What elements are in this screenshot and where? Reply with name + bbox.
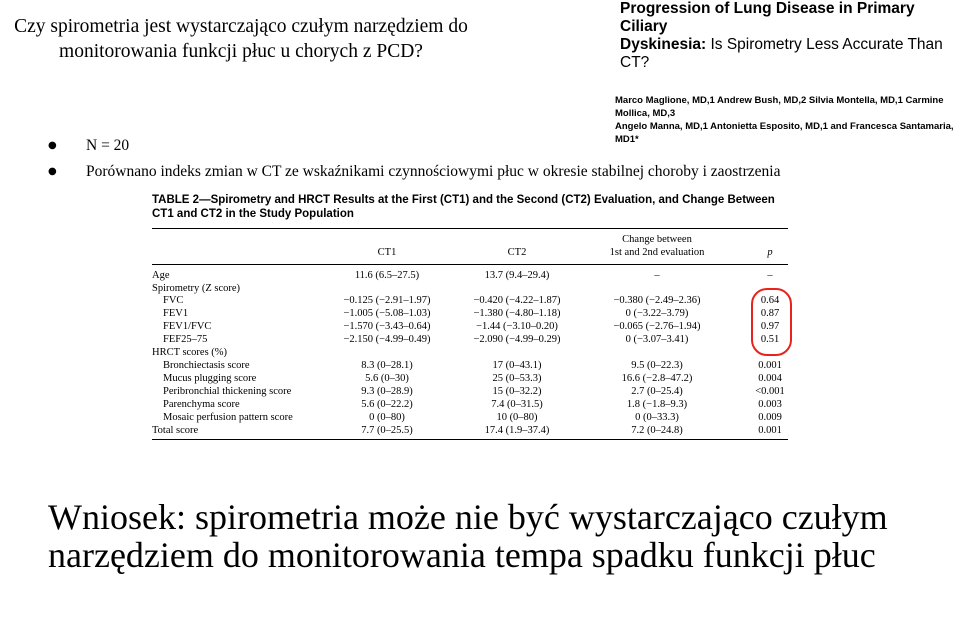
row-label: Mucus plugging score [163,373,257,384]
paper-title-bold: Dyskinesia: [620,36,707,53]
cell-change: 0 (−3.07–3.41) [625,334,689,345]
cell-ct1: −1.005 (−5.08–1.03) [343,308,431,319]
cell-ct1: −0.125 (−2.91–1.97) [343,295,431,306]
header-ct1: CT1 [377,247,397,258]
cell-ct1: 0 (0–80) [369,412,405,423]
paper-title-line1: Progression of Lung Disease in Primary Ciliary [620,0,915,35]
cell-ct1: 9.3 (0–28.9) [361,386,413,397]
cell-ct2: 13.7 (9.4–29.4) [484,270,550,281]
cell-ct1: 11.6 (6.5–27.5) [354,270,420,281]
row-label: Total score [152,425,199,436]
cell-change: 1.8 (−1.8–9.3) [626,399,688,410]
cell-ct1: 8.3 (0–28.1) [361,360,413,371]
cell-p: – [767,270,773,281]
cell-ct1: 7.7 (0–25.5) [361,425,413,436]
bullet-item [48,162,948,188]
table-row [152,359,788,372]
cell-ct2: −0.420 (−4.22–1.87) [473,295,561,306]
row-label: Parenchyma score [163,399,240,410]
table-row [152,307,788,320]
cell-ct1: 5.6 (0–30) [365,373,409,384]
cell-p: 0.009 [758,412,782,423]
table-bottom-rule [152,439,788,440]
cell-change: 7.2 (0–24.8) [631,425,683,436]
table-row [152,411,788,424]
cell-ct1: −1.570 (−3.43–0.64) [343,321,431,332]
header-change [597,233,717,259]
cell-ct2: 7.4 (0–31.5) [491,399,543,410]
row-label: HRCT scores (%) [152,347,228,358]
paper-title-rest: Is Spirometry Less Accurate Than CT? [620,36,943,71]
cell-p: <0.001 [755,386,785,397]
table-caption: TABLE 2—Spirometry and HRCT Results at the First (CT1) and the Second (CT2) Evaluation, and Change Between CT1 and CT2 in the Study Population [152,194,775,220]
header-p: p [767,247,773,258]
authors-line1: Marco Maglione, MD,1 Andrew Bush, MD,2 Silvia Montella, MD,1 Carmine Mollica, MD,3 [615,95,944,119]
table-row [152,398,788,411]
cell-change: −0.380 (−2.49–2.36) [613,295,701,306]
cell-ct1: −2.150 (−4.99–0.49) [343,334,431,345]
conclusion-text: Wniosek: spirometria może nie być wystarczająco czułym narzędziem do monitorowania tempa spadku funkcji płuc [48,497,888,575]
header-ct2: CT2 [507,247,527,258]
row-label: FEV1/FVC [163,321,212,332]
table-header-rule [152,264,788,265]
table-row [152,346,788,359]
row-label: FEF25–75 [163,334,208,345]
table-row [152,424,788,437]
authors-line2: Angelo Manna, MD,1 Antonietta Esposito, MD,1 and Francesca Santamaria, MD1* [615,121,954,145]
cell-ct2: 25 (0–53.3) [492,373,542,384]
row-label: Age [152,270,170,281]
table-row [152,269,788,282]
cell-ct2: −1.44 (−3.10–0.20) [476,321,558,332]
cell-p: 0.51 [760,334,780,345]
paper-header [615,0,959,146]
slide-title: Czy spirometria jest wystarczająco czułym narzędziem do monitorowania funkcji płuc u chorych z PCD? [14,16,468,62]
table-row [152,333,788,346]
cell-change: 0 (−3.22–3.79) [625,308,689,319]
table-row [152,372,788,385]
cell-change: 9.5 (0–22.3) [631,360,683,371]
header-change-line1: Change between [622,234,692,245]
cell-ct2: 17.4 (1.9–37.4) [484,425,550,436]
cell-p: 0.64 [760,295,780,306]
cell-ct2: 17 (0–43.1) [492,360,542,371]
cell-change: −0.065 (−2.76–1.94) [613,321,701,332]
paper-title [620,0,959,72]
bullet-text: N = 20 [86,137,130,154]
bullet-text: Porównano indeks zmian w CT ze wskaźnikami czynnościowymi płuc w okresie stabilnej choroby i zaostrzenia [86,163,781,180]
cell-change: – [654,270,660,281]
table-row [152,385,788,398]
bullet-item [48,136,948,162]
cell-p: 0.003 [758,399,782,410]
table-top-rule [152,228,788,229]
row-label: Spirometry (Z score) [152,283,241,294]
table-row [152,294,788,307]
cell-change: 16.6 (−2.8–47.2) [621,373,693,384]
row-label: Peribronchial thickening score [163,386,292,397]
cell-change: 2.7 (0–25.4) [631,386,683,397]
cell-ct2: 15 (0–32.2) [492,386,542,397]
bullet-dot-icon: ● [48,166,57,177]
table-row [152,320,788,333]
cell-p: 0.004 [758,373,782,384]
row-label: Bronchiectasis score [163,360,250,371]
spirometry-p-values-highlight [751,288,792,356]
cell-ct2: 10 (0–80) [496,412,538,423]
row-label: FEV1 [163,308,189,319]
cell-change: 0 (0–33.3) [635,412,679,423]
cell-p: 0.001 [758,360,782,371]
cell-p: 0.87 [760,308,780,319]
cell-ct2: −2.090 (−4.99–0.29) [473,334,561,345]
cell-p: 0.001 [758,425,782,436]
cell-ct1: 5.6 (0–22.2) [361,399,413,410]
bullet-list [48,136,948,188]
row-label: Mosaic perfusion pattern score [163,412,293,423]
cell-ct2: −1.380 (−4.80–1.18) [473,308,561,319]
header-change-line2: 1st and 2nd evaluation [609,247,705,258]
bullet-dot-icon: ● [48,140,57,151]
cell-p: 0.97 [760,321,780,332]
row-label: FVC [163,295,184,306]
